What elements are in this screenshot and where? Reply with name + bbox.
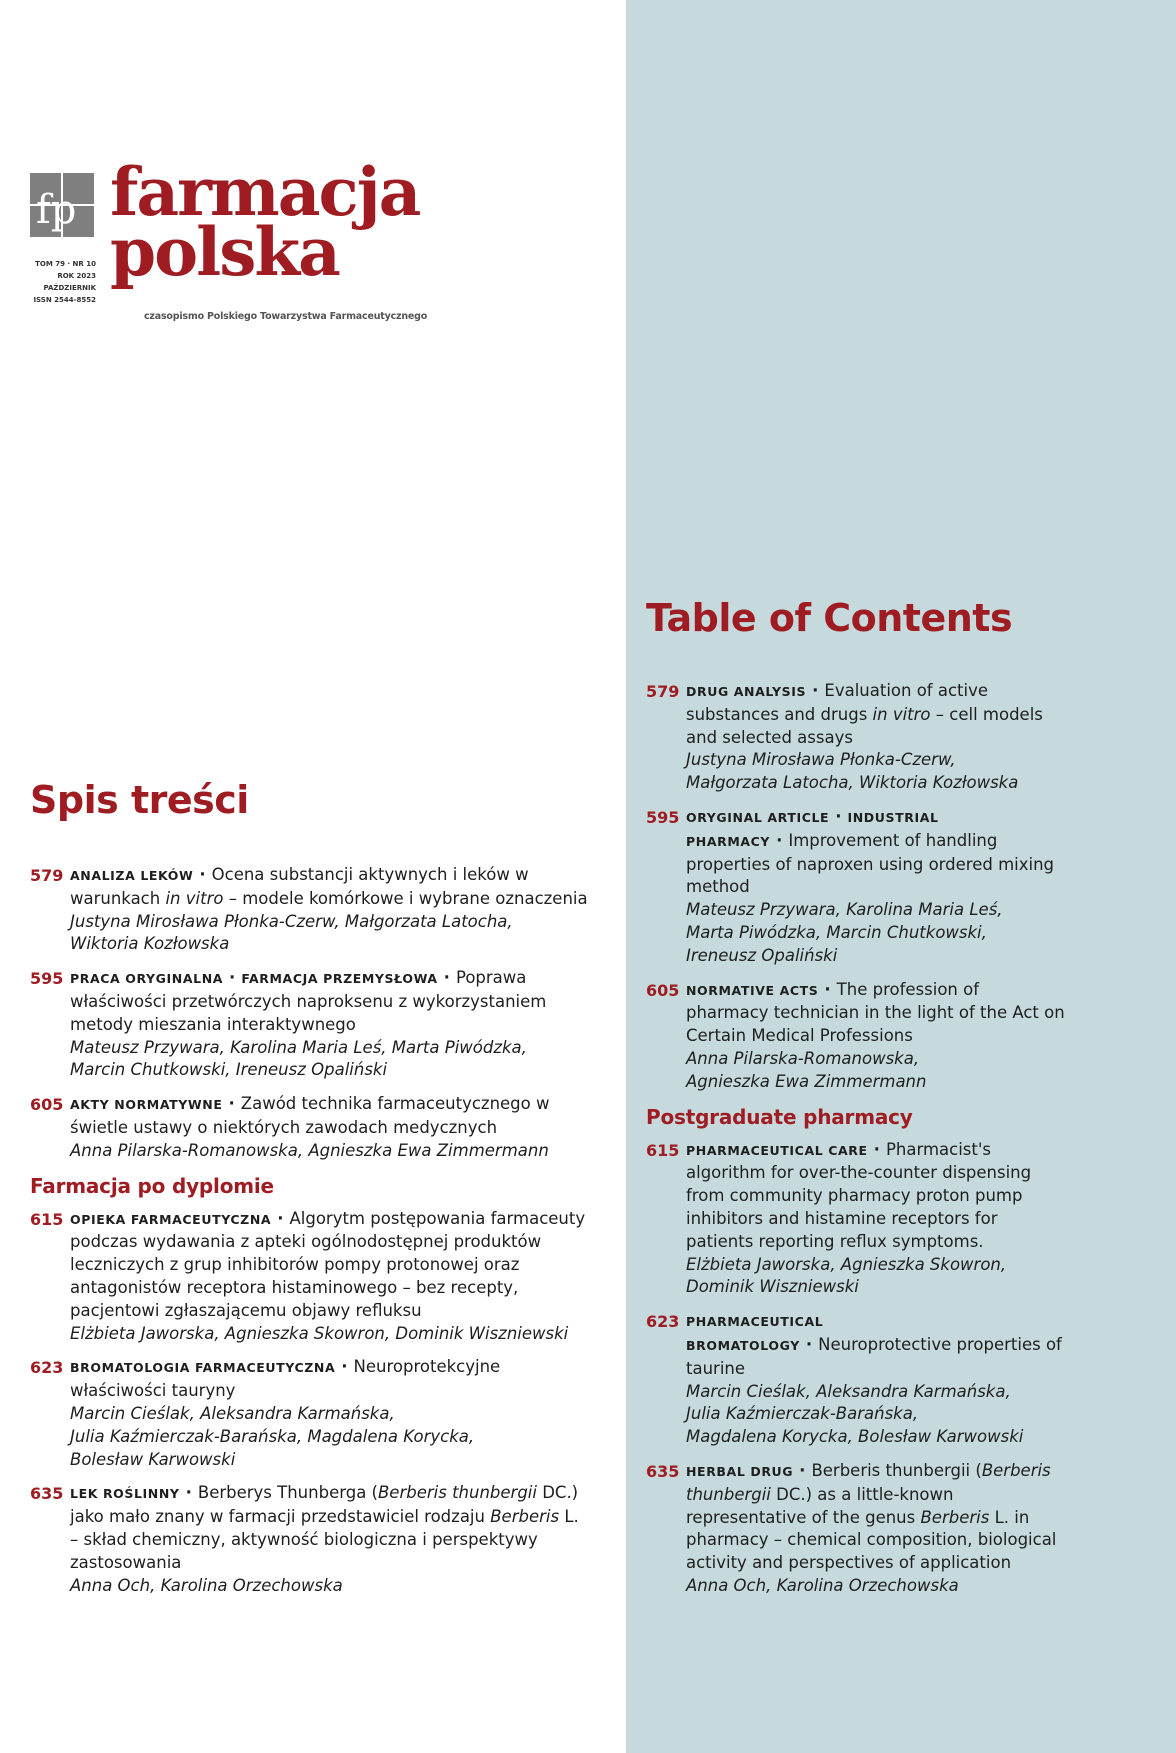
separator-dot: · bbox=[835, 806, 842, 826]
entry-body bbox=[70, 864, 590, 956]
section-category: BROMATOLOGIA FARMACEUTYCZNA bbox=[70, 1360, 336, 1376]
page-number: 623 bbox=[646, 1312, 680, 1332]
entry-description bbox=[70, 1482, 590, 1574]
title-part: L. in pharmacy – chemical composition, biological activity and perspectives of application bbox=[686, 1507, 1057, 1573]
entry-authors bbox=[70, 911, 590, 957]
entry-authors bbox=[70, 1037, 590, 1083]
issue-info-line: TOM 79 · NR 10 bbox=[35, 260, 96, 268]
pl-toc-list bbox=[30, 864, 590, 1608]
author-line: Anna Pilarska-Romanowska, bbox=[686, 1048, 920, 1068]
entry-body bbox=[686, 806, 1066, 968]
author-line: Anna Och, Karolina Orzechowska bbox=[686, 1575, 959, 1595]
separator-dot: · bbox=[799, 1460, 806, 1480]
author-line: Justyna Mirosława Płonka-Czerw, Małgorzata Latocha, bbox=[70, 911, 513, 931]
entry-authors bbox=[686, 1575, 1066, 1598]
title-part: L. – skład chemiczny, aktywność biologiczna i perspektywy zastosowania bbox=[70, 1507, 579, 1572]
page-number: 595 bbox=[30, 969, 64, 989]
en-toc-list bbox=[646, 680, 1066, 1609]
entry-description bbox=[70, 1208, 590, 1323]
toc-entry[interactable] bbox=[646, 1310, 1066, 1449]
section-category: ANALIZA LEKÓW bbox=[70, 868, 194, 883]
separator-dot: · bbox=[185, 1483, 192, 1503]
toc-entry[interactable] bbox=[30, 1356, 590, 1471]
author-line: Elżbieta Jaworska, Agnieszka Skowron, Dominik Wiszniewski bbox=[70, 1323, 569, 1343]
entry-authors bbox=[686, 1254, 1066, 1300]
journal-tagline: czasopismo Polskiego Towarzystwa Farmaceutycznego bbox=[144, 311, 428, 322]
separator-dot: · bbox=[228, 1094, 235, 1114]
section-category: NORMATIVE ACTS bbox=[686, 982, 819, 998]
entry-description bbox=[686, 979, 1066, 1048]
author-line: Mateusz Przywara, Karolina Maria Leś, bbox=[686, 900, 1003, 920]
page-number: 615 bbox=[30, 1209, 64, 1229]
entry-authors bbox=[70, 1323, 590, 1346]
section-category: PHARMACEUTICAL CARE bbox=[686, 1142, 868, 1158]
journal-title-line2: polska bbox=[110, 213, 339, 291]
entry-authors bbox=[70, 1140, 590, 1163]
title-part: – modele komórkowe i wybrane oznaczenia bbox=[223, 888, 588, 908]
title-part: Neuroprotekcyjne właściwości tauryny bbox=[70, 1357, 501, 1401]
entry-description bbox=[70, 864, 590, 911]
entry-body bbox=[70, 967, 590, 1082]
issue-info-line: ISSN 2544-8552 bbox=[33, 296, 96, 304]
author-line: Marcin Cieślak, Aleksandra Karmańska, bbox=[686, 1381, 1011, 1401]
title-part: Algorytm postępowania farmaceuty podczas wydawania z apteki ogólnodostępnej produktów leczniczych z grup inhibitorów pompy protonowej oraz antagonistów receptora histaminowego – bez recepty, pacjentowi zgłaszającemu objawy refluksu bbox=[70, 1208, 586, 1320]
author-line: Marcin Chutkowski, Ireneusz Opaliński bbox=[70, 1060, 388, 1080]
author-line: Magdalena Korycka, Bolesław Karwowski bbox=[686, 1427, 1024, 1447]
entry-description bbox=[70, 967, 590, 1036]
entry-authors bbox=[70, 1403, 590, 1471]
entry-body bbox=[686, 680, 1066, 795]
author-line: Marcin Cieślak, Aleksandra Karmańska, bbox=[70, 1403, 395, 1423]
page-number: 605 bbox=[30, 1095, 64, 1115]
title-part: Neuroprotective properties of taurine bbox=[686, 1334, 1062, 1378]
separator-dot: · bbox=[277, 1208, 284, 1228]
page-number: 595 bbox=[646, 807, 680, 827]
title-italic-part: Berberis thunbergii bbox=[377, 1483, 537, 1503]
author-line: Julia Kaźmierczak-Barańska, bbox=[686, 1404, 919, 1424]
page-number: 605 bbox=[646, 980, 680, 1000]
toc-entry[interactable] bbox=[30, 1093, 590, 1162]
separator-dot: · bbox=[199, 865, 206, 884]
page-number: 623 bbox=[30, 1358, 64, 1378]
title-part: DC.) jako mało znany w farmacji przedstawiciel rodzaju bbox=[70, 1483, 579, 1527]
author-line: Agnieszka Ewa Zimmermann bbox=[686, 1071, 927, 1091]
issue-info bbox=[30, 258, 96, 306]
title-italic-part: Berberis thunbergii bbox=[686, 1460, 1051, 1504]
page-number: 579 bbox=[30, 866, 64, 885]
title-italic-part: in vitro bbox=[872, 704, 931, 724]
separator-dot: · bbox=[805, 1334, 813, 1354]
page-number: 579 bbox=[646, 682, 680, 701]
title-italic-part: Berberis bbox=[920, 1507, 990, 1527]
entry-description bbox=[686, 680, 1066, 749]
entry-body bbox=[70, 1482, 590, 1597]
title-part: Zawód technika farmaceutycznego w świetle ustawy o niektórych zawodach medycznych bbox=[70, 1094, 550, 1137]
author-line: Ireneusz Opaliński bbox=[686, 945, 838, 965]
title-part: Evaluation of active substances and drugs bbox=[686, 681, 988, 724]
entry-authors bbox=[686, 1048, 1066, 1094]
author-line: Małgorzata Latocha, Wiktoria Kozłowska bbox=[686, 773, 1019, 793]
title-part: Ocena substancji aktywnych i leków w warunkach bbox=[70, 865, 529, 908]
title-italic-part: in vitro bbox=[165, 888, 224, 908]
entry-description bbox=[686, 1139, 1066, 1254]
title-part: Poprawa właściwości przetwórczych naproksenu z wykorzystaniem metody mieszania interaktywnego bbox=[70, 968, 547, 1034]
entry-description bbox=[686, 1460, 1066, 1575]
entry-authors bbox=[686, 1381, 1066, 1449]
author-line: Marta Piwódzka, Marcin Chutkowski, bbox=[686, 922, 987, 942]
journal-title-line1: farmacja bbox=[110, 153, 420, 231]
separator-dot: · bbox=[812, 681, 819, 700]
issue-info-line: PAŹDZIERNIK bbox=[43, 284, 96, 292]
title-italic-part: Berberis bbox=[490, 1507, 560, 1527]
entry-body bbox=[70, 1093, 590, 1162]
section-category: INDUSTRIAL PHARMACY bbox=[686, 809, 939, 849]
entry-body bbox=[686, 979, 1066, 1094]
title-part: Improvement of handling properties of naproxen using ordered mixing method bbox=[686, 830, 1055, 897]
separator-dot: · bbox=[229, 968, 236, 988]
title-part: The profession of pharmacy technician in the light of the Act on Certain Medical Professions bbox=[686, 979, 1065, 1046]
pl-heading: Spis treści bbox=[30, 778, 249, 822]
separator-dot: · bbox=[873, 1139, 880, 1159]
title-part: Pharmacist's algorithm for over-the-counter dispensing from community pharmacy proton pump inhibitors and histamine receptors for patients reporting reflux symptoms. bbox=[686, 1139, 1032, 1251]
title-part: Berberys Thunberga ( bbox=[197, 1483, 378, 1503]
author-line: Elżbieta Jaworska, Agnieszka Skowron, bbox=[686, 1254, 1007, 1274]
page-number: 615 bbox=[646, 1140, 680, 1160]
entry-body bbox=[686, 1139, 1066, 1300]
title-part: – cell models and selected assays bbox=[686, 704, 1043, 747]
section-category: AKTY NORMATYWNE bbox=[70, 1097, 223, 1113]
toc-entry[interactable] bbox=[30, 1482, 590, 1597]
toc-entry[interactable] bbox=[646, 1460, 1066, 1598]
entry-description bbox=[70, 1093, 590, 1140]
author-line: Dominik Wiszniewski bbox=[686, 1277, 859, 1297]
issue-info-line: ROK 2023 bbox=[57, 272, 96, 280]
section-category: PRACA ORYGINALNA bbox=[70, 971, 224, 987]
entry-authors bbox=[686, 749, 1066, 795]
author-line: Justyna Mirosława Płonka-Czerw, bbox=[686, 750, 956, 770]
entry-description bbox=[70, 1356, 590, 1403]
author-line: Mateusz Przywara, Karolina Maria Leś, Marta Piwódzka, bbox=[70, 1037, 527, 1057]
separator-dot: · bbox=[341, 1357, 348, 1377]
separator-dot: · bbox=[443, 968, 450, 988]
en-heading: Table of Contents bbox=[646, 596, 1013, 640]
section-category: OPIEKA FARMACEUTYCZNA bbox=[70, 1211, 272, 1227]
toc-entry[interactable] bbox=[30, 864, 590, 956]
page-number: 635 bbox=[646, 1461, 680, 1481]
author-line: Anna Och, Karolina Orzechowska bbox=[70, 1575, 343, 1595]
toc-entry[interactable] bbox=[30, 967, 590, 1082]
title-part: Berberis thunbergii ( bbox=[811, 1460, 982, 1480]
svg-text:fp: fp bbox=[36, 187, 77, 233]
toc-entry[interactable] bbox=[646, 979, 1066, 1094]
separator-dot: · bbox=[824, 979, 831, 999]
entry-body bbox=[70, 1356, 590, 1471]
entry-description bbox=[686, 1310, 1066, 1380]
section-category: HERBAL DRUG bbox=[686, 1463, 794, 1479]
author-line: Julia Kaźmierczak-Barańska, Magdalena Korycka, bbox=[70, 1426, 475, 1446]
entry-body bbox=[686, 1310, 1066, 1449]
journal-title bbox=[110, 153, 420, 291]
section-category: LEK ROŚLINNY bbox=[70, 1486, 180, 1502]
en-section-heading: Postgraduate pharmacy bbox=[646, 1104, 913, 1129]
section-category: ORYGINAL ARTICLE bbox=[686, 809, 830, 825]
section-category: PHARMACEUTICAL BROMATOLOGY bbox=[686, 1314, 824, 1353]
title-part: DC.) as a little-known representative of the genus bbox=[686, 1484, 954, 1527]
page-number: 635 bbox=[30, 1484, 64, 1504]
entry-authors bbox=[70, 1575, 590, 1598]
entry-authors bbox=[686, 899, 1066, 967]
toc-entry[interactable] bbox=[30, 1208, 590, 1346]
author-line: Wiktoria Kozłowska bbox=[70, 934, 230, 954]
separator-dot: · bbox=[776, 830, 783, 850]
author-line: Bolesław Karwowski bbox=[70, 1449, 236, 1469]
entry-body bbox=[70, 1208, 590, 1346]
toc-entry[interactable] bbox=[646, 1139, 1066, 1300]
toc-entry[interactable] bbox=[646, 680, 1066, 795]
pl-section-heading: Farmacja po dyplomie bbox=[30, 1173, 274, 1198]
section-category: FARMACJA PRZEMYSŁOWA bbox=[241, 971, 438, 987]
entry-description bbox=[686, 806, 1066, 899]
section-category: DRUG ANALYSIS bbox=[686, 684, 807, 699]
toc-entry[interactable] bbox=[646, 806, 1066, 968]
author-line: Anna Pilarska-Romanowska, Agnieszka Ewa Zimmermann bbox=[70, 1140, 549, 1160]
fp-logo-icon bbox=[30, 173, 94, 237]
entry-body bbox=[686, 1460, 1066, 1598]
